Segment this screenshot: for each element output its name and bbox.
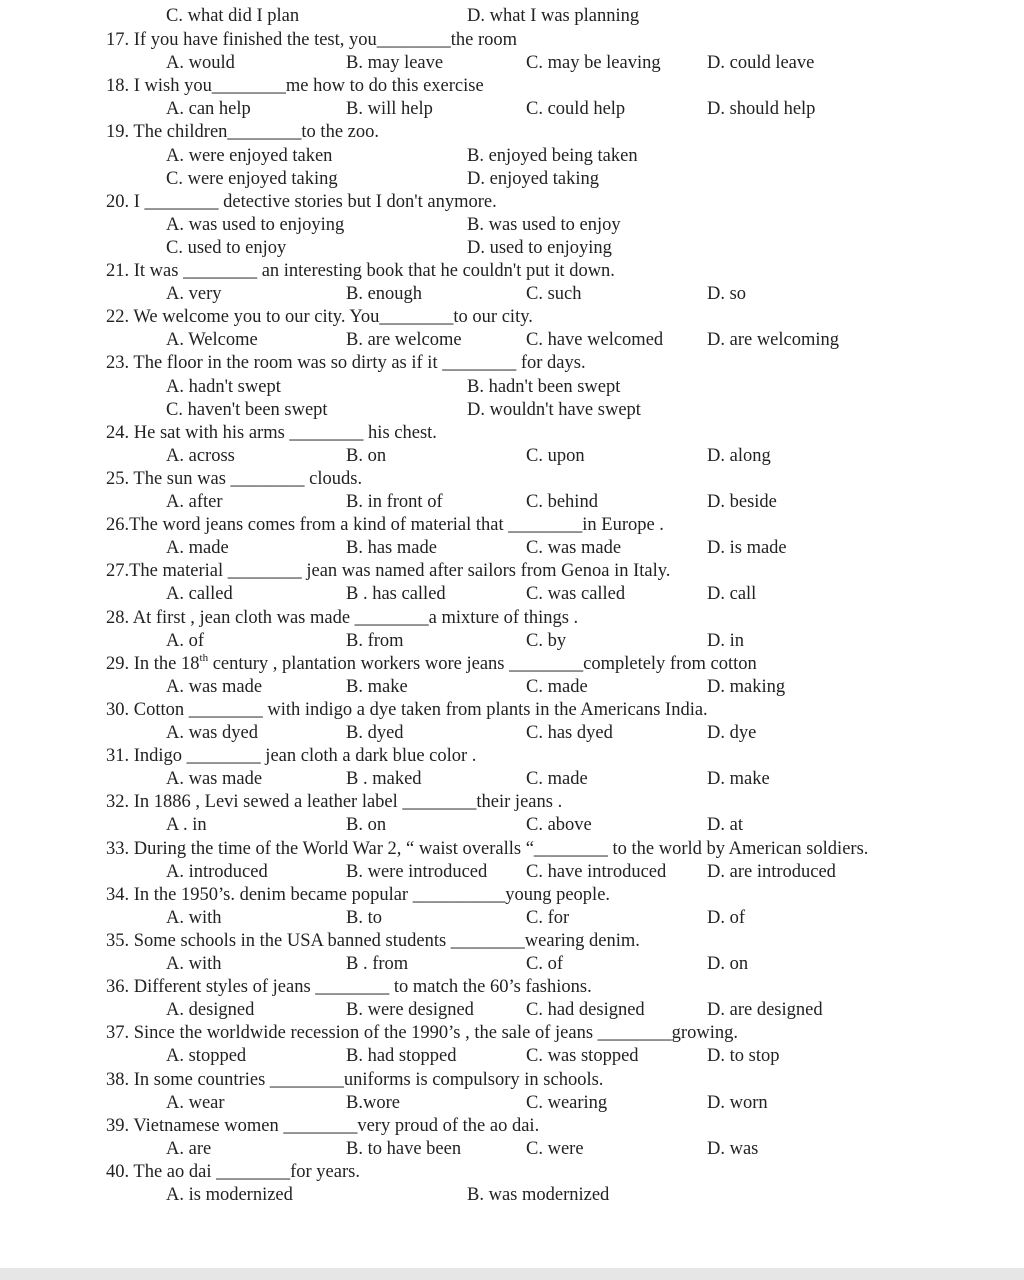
question-stem: 35. Some schools in the USA banned students ________wearing denim. <box>106 931 640 951</box>
question-stem-superscript: th <box>199 652 209 664</box>
answer-choice: B. had stopped <box>346 1046 457 1066</box>
answer-choice: A. was made <box>166 677 263 697</box>
answer-choice: A. would <box>166 53 235 73</box>
question-stem: 17. If you have finished the test, you________the room <box>106 30 518 50</box>
answer-choice: B. from <box>346 631 404 651</box>
answer-choice: B. to <box>346 908 382 928</box>
answer-choice: A. introduced <box>166 862 268 882</box>
answer-choice: D. beside <box>707 492 777 512</box>
answer-choice: C. have welcomed <box>526 330 664 350</box>
answer-choice: D. enjoyed taking <box>467 169 600 189</box>
answer-choice: C. behind <box>526 492 598 512</box>
answer-choice: B. has made <box>346 538 437 558</box>
answer-choice: C. could help <box>526 99 626 119</box>
answer-choice: D. should help <box>707 99 816 119</box>
answer-choice: A . in <box>166 815 207 835</box>
answer-choice: D. worn <box>707 1093 768 1113</box>
answer-choice: D. are introduced <box>707 862 836 882</box>
answer-choice: A. Welcome <box>166 330 258 350</box>
answer-choice: D. make <box>707 769 770 789</box>
answer-choice: C. was called <box>526 584 626 604</box>
answer-choice: C. used to enjoy <box>166 238 287 258</box>
question-stem: 19. The children________to the zoo. <box>106 122 379 142</box>
header-choice-c: C. what did I plan <box>166 6 300 26</box>
answer-choice: D. are welcoming <box>707 330 840 350</box>
answer-choice: A. was made <box>166 769 263 789</box>
answer-choice: B. was used to enjoy <box>467 215 621 235</box>
answer-choice: B. hadn't been swept <box>467 377 621 397</box>
answer-choice: D. is made <box>707 538 787 558</box>
question-stem: 24. He sat with his arms ________ his chest. <box>106 423 437 443</box>
answer-choice: A. was dyed <box>166 723 258 743</box>
answer-choice: B. on <box>346 446 387 466</box>
header-choice-d: D. what I was planning <box>467 6 640 26</box>
answer-choice: D. used to enjoying <box>467 238 612 258</box>
answer-choice: C. wearing <box>526 1093 608 1113</box>
answer-choice: C. was stopped <box>526 1046 639 1066</box>
question-stem: 27.The material ________ jean was named after sailors from Genoa in Italy. <box>106 561 671 581</box>
question-stem: 30. Cotton ________ with indigo a dye taken from plants in the Americans India. <box>106 700 708 720</box>
answer-choice: C. by <box>526 631 567 651</box>
answer-choice: C. of <box>526 954 563 974</box>
question-stem: 34. In the 1950’s. denim became popular __________young people. <box>106 885 611 905</box>
answer-choice: B. make <box>346 677 408 697</box>
answer-choice: A. very <box>166 284 222 304</box>
question-stem: 37. Since the worldwide recession of the 1990’s , the sale of jeans ________growing. <box>106 1023 738 1043</box>
answer-choice: C. has dyed <box>526 723 613 743</box>
answer-choice: D. was <box>707 1139 759 1159</box>
answer-choice: B. are welcome <box>346 330 462 350</box>
answer-choice: C. for <box>526 908 570 928</box>
question-stem: 28. At first , jean cloth was made ________a mixture of things . <box>106 608 579 628</box>
answer-choice: B . from <box>346 954 409 974</box>
question-stem: 22. We welcome you to our city. You________to our city. <box>106 307 533 327</box>
answer-choice: A. hadn't swept <box>166 377 281 397</box>
question-stem: 40. The ao dai ________for years. <box>106 1162 360 1182</box>
answer-choice: A. were enjoyed taken <box>166 146 333 166</box>
answer-choice: C. was made <box>526 538 622 558</box>
answer-choice: D. along <box>707 446 771 466</box>
question-stem: 32. In 1886 , Levi sewed a leather label ________their jeans . <box>106 792 563 812</box>
question-stem: 38. In some countries ________uniforms is compulsory in schools. <box>106 1070 604 1090</box>
answer-choice: B. enjoyed being taken <box>467 146 638 166</box>
answer-choice: D. making <box>707 677 786 697</box>
question-stem: 21. It was ________ an interesting book that he couldn't put it down. <box>106 261 615 281</box>
answer-choice: B. in front of <box>346 492 443 512</box>
answer-choice: C. made <box>526 769 588 789</box>
answer-choice: C. haven't been swept <box>166 400 328 420</box>
answer-choice: A. wear <box>166 1093 225 1113</box>
question-stem: 20. I ________ detective stories but I don't anymore. <box>106 192 497 212</box>
answer-choice: B. will help <box>346 99 433 119</box>
answer-choice: A. made <box>166 538 229 558</box>
answer-choice: A. called <box>166 584 233 604</box>
answer-choice: A. designed <box>166 1000 255 1020</box>
answer-choice: C. have introduced <box>526 862 667 882</box>
question-stem: 36. Different styles of jeans ________ to match the 60’s fashions. <box>106 977 592 997</box>
answer-choice: D. could leave <box>707 53 815 73</box>
answer-choice: B. was modernized <box>467 1185 610 1205</box>
answer-choice: B. on <box>346 815 387 835</box>
answer-choice: B. to have been <box>346 1139 462 1159</box>
answer-choice: A. are <box>166 1139 212 1159</box>
answer-choice: B . has called <box>346 584 446 604</box>
question-stem-part: 29. In the 18 <box>106 654 200 674</box>
answer-choice: C. such <box>526 284 582 304</box>
question-stem: 23. The floor in the room was so dirty as if it ________ for days. <box>106 353 586 373</box>
answer-choice: B. may leave <box>346 53 444 73</box>
question-stem: 18. I wish you________me how to do this exercise <box>106 76 484 96</box>
answer-choice: C. made <box>526 677 588 697</box>
answer-choice: D. wouldn't have swept <box>467 400 641 420</box>
answer-choice: A. of <box>166 631 205 651</box>
answer-choice: A. with <box>166 908 222 928</box>
answer-choice: B. dyed <box>346 723 404 743</box>
question-stem: 25. The sun was ________ clouds. <box>106 469 363 489</box>
answer-choice: D. dye <box>707 723 757 743</box>
question-stem: 33. During the time of the World War 2, “ waist overalls “________ to the world by American soldiers. <box>106 839 869 859</box>
answer-choice: A. was used to enjoying <box>166 215 345 235</box>
answer-choice: A. can help <box>166 99 251 119</box>
answer-choice: A. is modernized <box>166 1185 293 1205</box>
answer-choice: A. after <box>166 492 223 512</box>
answer-choice: D. of <box>707 908 746 928</box>
answer-choice: B . maked <box>346 769 422 789</box>
answer-choice: C. were enjoyed taking <box>166 169 338 189</box>
answer-choice: D. are designed <box>707 1000 823 1020</box>
answer-choice: D. in <box>707 631 744 651</box>
answer-choice: B. enough <box>346 284 423 304</box>
answer-choice: A. across <box>166 446 235 466</box>
bottom-gray-bar <box>0 1268 1024 1280</box>
question-stem: 26.The word jeans comes from a kind of material that ________in Europe . <box>106 515 664 535</box>
answer-choice: D. at <box>707 815 743 835</box>
answer-choice: B. were introduced <box>346 862 488 882</box>
question-stem: 31. Indigo ________ jean cloth a dark blue color . <box>106 746 477 766</box>
answer-choice: D. so <box>707 284 747 304</box>
question-stem: 39. Vietnamese women ________very proud of the ao dai. <box>106 1116 540 1136</box>
answer-choice: D. to stop <box>707 1046 780 1066</box>
answer-choice: C. above <box>526 815 592 835</box>
answer-choice: C. upon <box>526 446 585 466</box>
question-stem <box>106 652 757 674</box>
answer-choice: C. had designed <box>526 1000 645 1020</box>
answer-choice: B.wore <box>346 1093 400 1113</box>
answer-choice: B. were designed <box>346 1000 474 1020</box>
answer-choice: D. call <box>707 584 757 604</box>
answer-choice: A. with <box>166 954 222 974</box>
answer-choice: D. on <box>707 954 749 974</box>
question-stem-part: century , plantation workers wore jeans ________completely from cotton <box>208 654 757 674</box>
answer-choice: C. may be leaving <box>526 53 661 73</box>
answer-choice: A. stopped <box>166 1046 247 1066</box>
answer-choice: C. were <box>526 1139 584 1159</box>
